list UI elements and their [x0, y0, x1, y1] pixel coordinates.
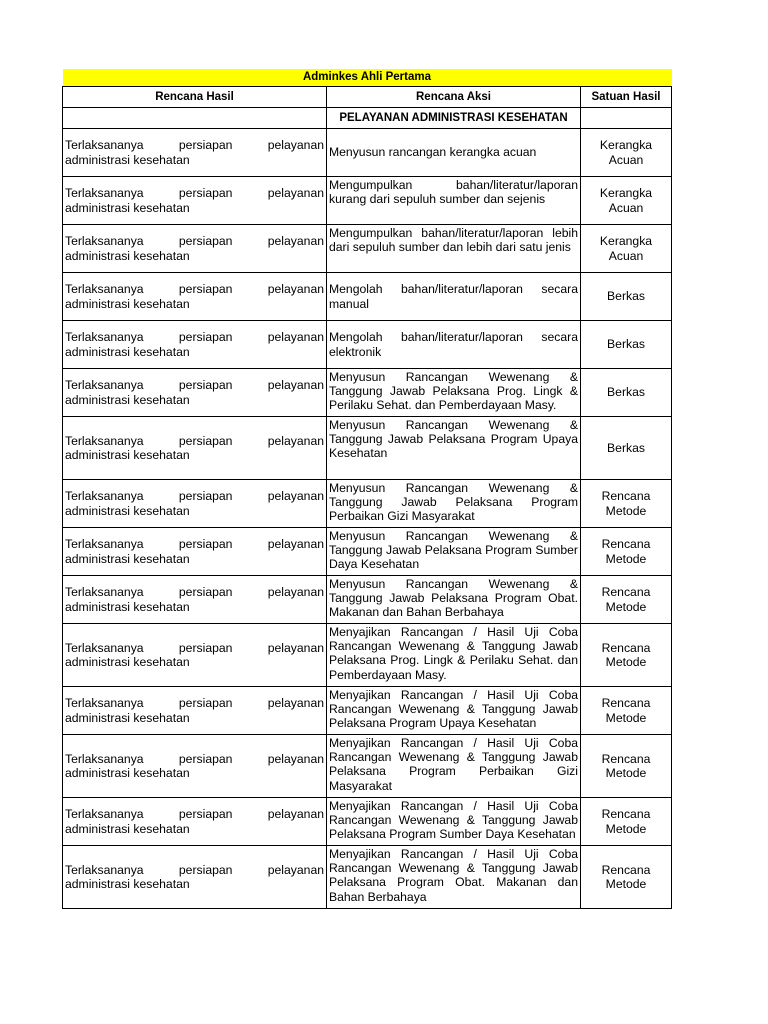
cell-rencana-hasil [63, 798, 327, 846]
cell-rencana-aksi: Menyajikan Rancangan / Hasil Uji Coba Rancangan Wewenang & Tanggung Jawab Pelaksana Prog. Lingk & Perilaku Sehat. dan Pemberdayaan Masy. [327, 624, 581, 687]
cell-satuan-hasil: Berkas [581, 369, 672, 417]
header-row [63, 87, 672, 108]
cell-rencana-aksi: Menyusun Rancangan Wewenang & Tanggung Jawab Pelaksana Program Perbaikan Gizi Masyarakat [327, 480, 581, 528]
hasil-line-2: administrasi kesehatan [65, 448, 190, 462]
hasil-line-1 [65, 434, 324, 448]
cell-rencana-aksi: Mengolah bahan/literatur/laporan secara manual [327, 273, 581, 321]
hasil-word: pelayanan [267, 807, 324, 822]
hasil-line-1 [65, 138, 324, 152]
cell-rencana-hasil [63, 321, 327, 369]
cell-rencana-aksi: Menyajikan Rancangan / Hasil Uji Coba Rancangan Wewenang & Tanggung Jawab Pelaksana Program Sumber Daya Kesehatan [327, 798, 581, 846]
hasil-word: pelayanan [267, 696, 324, 711]
hasil-line-1 [65, 330, 324, 344]
hasil-word: persiapan [178, 489, 233, 504]
hasil-word: Terlaksananya [65, 433, 144, 448]
cell-rencana-aksi: Menyusun Rancangan Wewenang & Tanggung Jawab Pelaksana Prog. Lingk & Perilaku Sehat. dan Pemberdayaan Masy. [327, 369, 581, 417]
cell-satuan-hasil: Berkas [581, 417, 672, 480]
hasil-line-1 [65, 696, 324, 710]
hasil-line-2: administrasi kesehatan [65, 296, 190, 311]
hasil-line-2: administrasi kesehatan [65, 392, 190, 407]
hasil-word: Terlaksananya [65, 138, 144, 153]
hasil-word: Terlaksananya [65, 186, 144, 201]
hasil-line-2: administrasi kesehatan [65, 766, 190, 780]
hasil-word: Terlaksananya [65, 489, 144, 504]
cell-rencana-hasil [63, 225, 327, 273]
cell-rencana-hasil [63, 735, 327, 798]
cell-rencana-hasil [63, 528, 327, 576]
table-row [63, 846, 672, 909]
hasil-line-2: administrasi kesehatan [65, 655, 190, 669]
table-row [63, 624, 672, 687]
hasil-line-1 [65, 186, 324, 200]
cell-satuan-hasil: Rencana Metode [581, 528, 672, 576]
hasil-word: Terlaksananya [65, 234, 144, 249]
hasil-line-1 [65, 752, 324, 766]
hasil-line-2: administrasi kesehatan [65, 821, 190, 836]
hasil-word: persiapan [178, 696, 233, 711]
header-rencana-aksi: Rencana Aksi [327, 87, 581, 108]
hasil-word: persiapan [178, 186, 233, 201]
section-label: PELAYANAN ADMINISTRASI KESEHATAN [327, 108, 581, 129]
hasil-word: Terlaksananya [65, 862, 144, 877]
hasil-word: persiapan [178, 751, 233, 766]
hasil-word: Terlaksananya [65, 330, 144, 345]
cell-rencana-hasil [63, 624, 327, 687]
hasil-line-1 [65, 807, 324, 821]
cell-rencana-aksi: Menyajikan Rancangan / Hasil Uji Coba Rancangan Wewenang & Tanggung Jawab Pelaksana Program Upaya Kesehatan [327, 687, 581, 735]
hasil-word: Terlaksananya [65, 751, 144, 766]
cell-satuan-hasil: Rencana Metode [581, 735, 672, 798]
hasil-word: Terlaksananya [65, 537, 144, 552]
cell-satuan-hasil: Rencana Metode [581, 576, 672, 624]
cell-rencana-hasil [63, 480, 327, 528]
hasil-word: Terlaksananya [65, 640, 144, 655]
hasil-word: pelayanan [267, 537, 324, 552]
hasil-line-1 [65, 378, 324, 392]
hasil-word: pelayanan [267, 378, 324, 393]
hasil-word: persiapan [178, 807, 233, 822]
section-blank-cell [63, 108, 327, 129]
cell-rencana-aksi: Menyusun Rancangan Wewenang & Tanggung Jawab Pelaksana Program Upaya Kesehatan [327, 417, 581, 480]
table-row [63, 129, 672, 177]
cell-satuan-hasil: Rencana Metode [581, 846, 672, 909]
hasil-word: persiapan [178, 330, 233, 345]
table-row [63, 528, 672, 576]
hasil-line-1 [65, 282, 324, 296]
table-row [63, 798, 672, 846]
table-title: Adminkes Ahli Pertama [63, 69, 672, 87]
hasil-word: pelayanan [267, 186, 324, 201]
cell-rencana-hasil [63, 417, 327, 480]
hasil-line-1 [65, 489, 324, 503]
table-row [63, 225, 672, 273]
cell-rencana-aksi: Mengumpulkan bahan/literatur/laporan kurang dari sepuluh sumber dan sejenis [327, 177, 581, 225]
hasil-word: pelayanan [267, 640, 324, 655]
hasil-line-1 [65, 537, 324, 551]
cell-rencana-aksi: Mengumpulkan bahan/literatur/laporan lebih dari sepuluh sumber dan lebih dari satu jenis [327, 225, 581, 273]
table-row [63, 480, 672, 528]
cell-rencana-aksi: Menyajikan Rancangan / Hasil Uji Coba Rancangan Wewenang & Tanggung Jawab Pelaksana Program Obat. Makanan dan Bahan Berbahaya [327, 846, 581, 909]
hasil-word: persiapan [178, 378, 233, 393]
cell-rencana-aksi: Menyusun Rancangan Wewenang & Tanggung Jawab Pelaksana Program Sumber Daya Kesehatan [327, 528, 581, 576]
hasil-word: pelayanan [267, 433, 324, 448]
header-satuan-hasil: Satuan Hasil [581, 87, 672, 108]
cell-satuan-hasil: Kerangka Acuan [581, 225, 672, 273]
hasil-line-1 [65, 234, 324, 248]
hasil-line-1 [65, 585, 324, 599]
hasil-word: persiapan [178, 234, 233, 249]
hasil-line-2: administrasi kesehatan [65, 599, 190, 614]
table-row [63, 273, 672, 321]
hasil-word: persiapan [178, 282, 233, 297]
cell-satuan-hasil: Berkas [581, 273, 672, 321]
hasil-word: pelayanan [267, 862, 324, 877]
cell-rencana-hasil [63, 369, 327, 417]
cell-satuan-hasil: Rencana Metode [581, 687, 672, 735]
hasil-word: Terlaksananya [65, 807, 144, 822]
table-row [63, 687, 672, 735]
hasil-line-2: administrasi kesehatan [65, 248, 190, 263]
hasil-word: persiapan [178, 862, 233, 877]
table-row [63, 576, 672, 624]
hasil-word: persiapan [178, 138, 233, 153]
cell-rencana-aksi: Menyusun Rancangan Wewenang & Tanggung Jawab Pelaksana Program Obat. Makanan dan Bahan Berbahaya [327, 576, 581, 624]
cell-satuan-hasil: Berkas [581, 321, 672, 369]
table-row [63, 369, 672, 417]
hasil-word: Terlaksananya [65, 282, 144, 297]
hasil-line-1 [65, 641, 324, 655]
hasil-word: persiapan [178, 537, 233, 552]
section-blank-cell [581, 108, 672, 129]
activity-table [62, 69, 672, 909]
cell-satuan-hasil: Rencana Metode [581, 480, 672, 528]
cell-rencana-hasil [63, 129, 327, 177]
cell-satuan-hasil: Kerangka Acuan [581, 177, 672, 225]
hasil-word: Terlaksananya [65, 378, 144, 393]
table-row [63, 177, 672, 225]
hasil-word: pelayanan [267, 234, 324, 249]
cell-satuan-hasil: Rencana Metode [581, 798, 672, 846]
hasil-word: Terlaksananya [65, 585, 144, 600]
hasil-word: persiapan [178, 433, 233, 448]
hasil-line-2: administrasi kesehatan [65, 503, 190, 518]
table-row [63, 735, 672, 798]
hasil-word: persiapan [178, 585, 233, 600]
hasil-line-2: administrasi kesehatan [65, 551, 190, 566]
table-row [63, 321, 672, 369]
cell-rencana-aksi: Menyusun rancangan kerangka acuan [327, 129, 581, 177]
hasil-line-1 [65, 863, 324, 877]
hasil-word: Terlaksananya [65, 696, 144, 711]
hasil-word: pelayanan [267, 330, 324, 345]
cell-satuan-hasil: Rencana Metode [581, 624, 672, 687]
cell-rencana-hasil [63, 273, 327, 321]
cell-rencana-hasil [63, 846, 327, 909]
hasil-line-2: administrasi kesehatan [65, 877, 190, 891]
hasil-word: pelayanan [267, 751, 324, 766]
hasil-word: pelayanan [267, 138, 324, 153]
section-row [63, 108, 672, 129]
header-rencana-hasil: Rencana Hasil [63, 87, 327, 108]
cell-rencana-hasil [63, 576, 327, 624]
title-row [63, 69, 672, 87]
cell-satuan-hasil: Kerangka Acuan [581, 129, 672, 177]
hasil-line-2: administrasi kesehatan [65, 200, 190, 215]
cell-rencana-hasil [63, 177, 327, 225]
cell-rencana-aksi: Mengolah bahan/literatur/laporan secara elektronik [327, 321, 581, 369]
hasil-word: pelayanan [267, 282, 324, 297]
hasil-line-2: administrasi kesehatan [65, 152, 190, 167]
hasil-line-2: administrasi kesehatan [65, 344, 190, 359]
spreadsheet-sheet [62, 69, 671, 909]
cell-rencana-aksi: Menyajikan Rancangan / Hasil Uji Coba Rancangan Wewenang & Tanggung Jawab Pelaksana Program Perbaikan Gizi Masyarakat [327, 735, 581, 798]
hasil-word: persiapan [178, 640, 233, 655]
cell-rencana-hasil [63, 687, 327, 735]
hasil-line-2: administrasi kesehatan [65, 710, 190, 725]
hasil-word: pelayanan [267, 585, 324, 600]
table-row [63, 417, 672, 480]
hasil-word: pelayanan [267, 489, 324, 504]
